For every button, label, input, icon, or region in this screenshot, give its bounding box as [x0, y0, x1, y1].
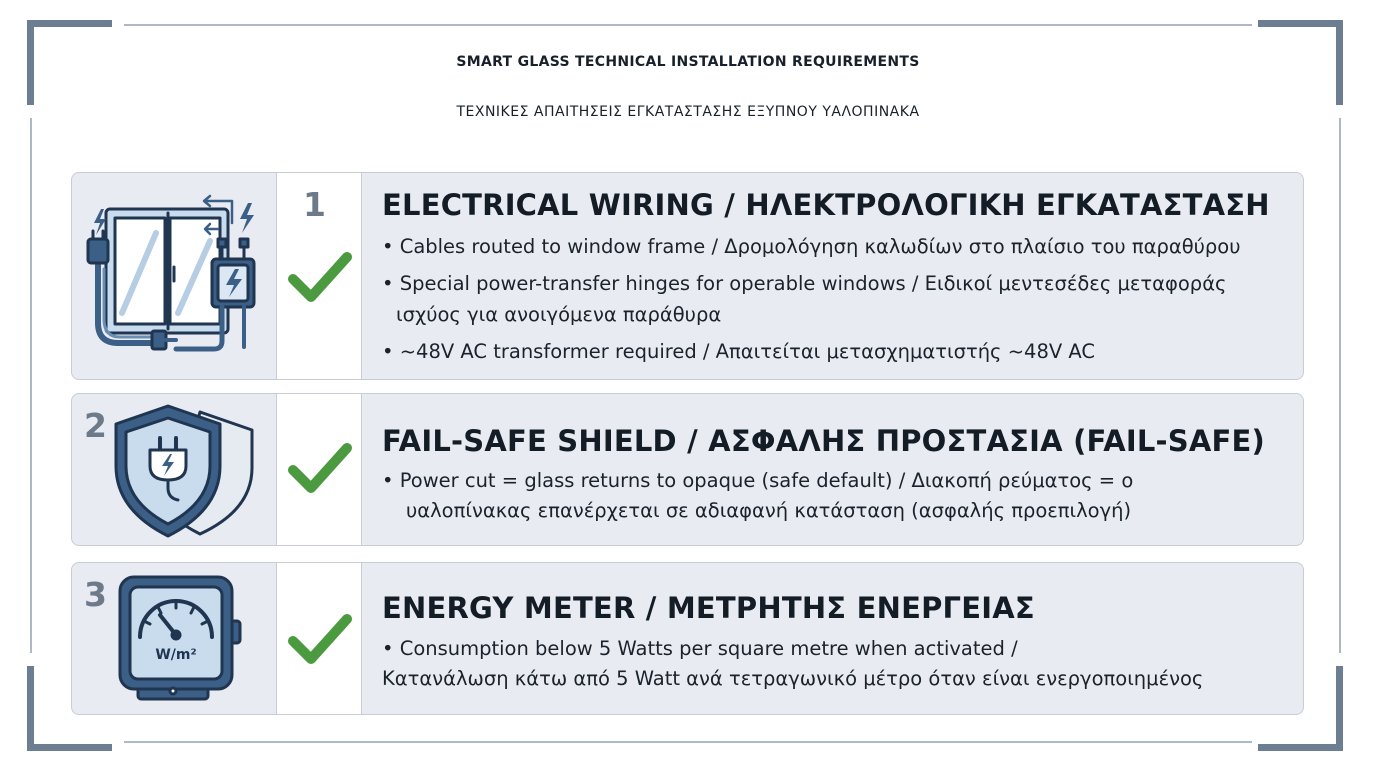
section-number: 3 [84, 575, 107, 614]
bullet-text-continued: ισχύος για ανοιγόμενα παράθυρα [396, 303, 722, 326]
requirement-card-failsafe [71, 393, 1304, 546]
checkmark-icon [289, 251, 351, 303]
section-number: 2 [84, 406, 107, 445]
page-title-greek: ΤΕΧΝΙΚΕΣ ΑΠΑΙΤΗΣΕΙΣ ΕΓΚΑΤΑΣΤΑΣΗΣ ΕΞΥΠΝΟΥ ΥΑΛΟΠΙΝΑΚΑ [456, 104, 920, 120]
requirement-card-electrical [71, 172, 1304, 380]
bullet-text: • Special power-transfer hinges for operable windows / Ειδικοί μεντεσέδες μεταφοράς [382, 272, 1227, 295]
requirement-card-energy [71, 562, 1304, 715]
bullet-text: • Cables routed to window frame / Δρομολόγηση καλωδίων στο πλαίσιο του παραθύρου [382, 235, 1241, 258]
section-heading: FAIL-SAFE SHIELD / ΑΣΦΑΛΗΣ ΠΡΟΣΤΑΣΙΑ (FAIL-SAFE) [382, 424, 1265, 458]
bullet-text-continued: Κατανάλωση κάτω από 5 Watt ανά τετραγωνικό μέτρο όταν είναι ενεργοποιημένος [382, 667, 1204, 690]
frame-bottom-line [124, 741, 1252, 743]
frame-top-line [124, 24, 1252, 26]
frame-right-line [1339, 118, 1341, 653]
bullet-text: • Power cut = glass returns to opaque (safe default) / Διακοπή ρεύματος = ο [382, 469, 1134, 492]
section-heading: ENERGY METER / ΜΕΤΡΗΤΗΣ ΕΝΕΡΓΕΙΑΣ [382, 591, 1035, 625]
meter-unit-label: W/m² [155, 647, 197, 663]
checkmark-icon [289, 613, 351, 665]
window-wiring-icon [72, 173, 276, 379]
section-heading: ELECTRICAL WIRING / ΗΛΕΚΤΡΟΛΟΓΙΚΗ ΕΓΚΑΤΑΣΤΑΣΗ [382, 188, 1270, 222]
bullet-text-continued: υαλοπίνακας επανέρχεται σε αδιαφανή κατάσταση (ασφαλής προεπιλογή) [406, 499, 1132, 522]
section-number: 1 [303, 185, 326, 224]
bullet-text: • ~48V AC transformer required / Απαιτείται μετασχηματιστής ~48V AC [382, 340, 1096, 363]
page-title-english: SMART GLASS TECHNICAL INSTALLATION REQUIREMENTS [456, 54, 920, 70]
checkmark-icon [289, 442, 351, 494]
frame-left-line [30, 118, 32, 653]
bullet-text: • Consumption below 5 Watts per square metre when activated / [382, 637, 1018, 660]
